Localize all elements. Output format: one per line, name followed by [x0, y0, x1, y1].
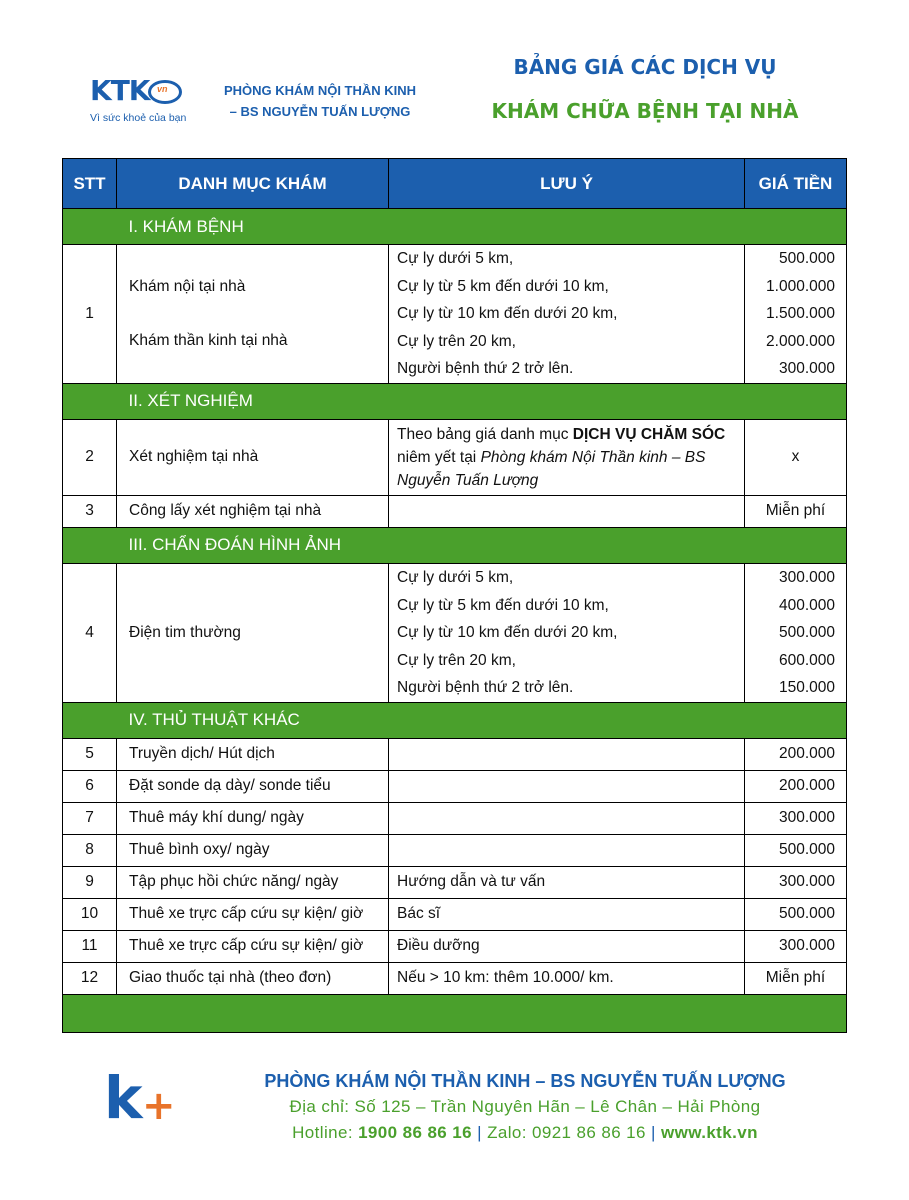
row-note	[389, 245, 745, 384]
row-name	[117, 245, 389, 384]
kplus-logo-icon	[104, 1064, 176, 1136]
note-prefix: Theo bảng giá danh mục	[397, 425, 573, 443]
price-table	[62, 158, 847, 1033]
hotline-label: Hotline:	[292, 1123, 359, 1142]
section-row	[63, 383, 847, 419]
logo-tagline: Vì sức khoẻ của bạn	[90, 112, 187, 124]
table-row	[63, 834, 847, 866]
row-price: 200.000	[745, 770, 847, 802]
row-name-line: Khám thần kinh tại nhà	[129, 331, 288, 349]
row-price: 200.000	[745, 738, 847, 770]
note-line: Cự ly từ 10 km đến dưới 20 km,	[397, 624, 618, 642]
row-price: Miễn phí	[745, 962, 847, 994]
clinic-name-line2: – BS NGUYỄN TUẤN LƯỢNG	[229, 104, 411, 119]
section-row	[63, 209, 847, 245]
row-name: Điện tim thường	[117, 563, 389, 702]
row-stt: 9	[63, 866, 117, 898]
page-title	[470, 52, 820, 126]
row-note	[389, 802, 745, 834]
price-line: 500.000	[778, 250, 835, 267]
row-note: Nếu > 10 km: thêm 10.000/ km.	[389, 962, 745, 994]
row-price: 500.000	[745, 834, 847, 866]
table-row	[63, 495, 847, 527]
row-name: Đặt sonde dạ dày/ sonde tiểu	[117, 770, 389, 802]
logo-ring-icon	[148, 80, 182, 104]
logo-k: k	[104, 1064, 143, 1132]
section-title: III. CHẨN ĐOÁN HÌNH ẢNH	[117, 527, 847, 563]
note-line: Cự ly trên 20 km,	[397, 651, 516, 669]
note-line: Người bệnh thứ 2 trở lên.	[397, 360, 574, 378]
row-stt: 10	[63, 898, 117, 930]
footer-contact	[230, 1120, 820, 1146]
note-line: Cự ly trên 20 km,	[397, 332, 516, 350]
row-note	[389, 563, 745, 702]
title-line1: BẢNG GIÁ CÁC DỊCH VỤ	[513, 55, 777, 79]
table-row	[63, 962, 847, 994]
row-note	[389, 770, 745, 802]
table-row	[63, 738, 847, 770]
price-line: 2.000.000	[766, 332, 835, 350]
row-name: Thuê bình oxy/ ngày	[117, 834, 389, 866]
price-line: 500.000	[778, 624, 835, 642]
note-line: Cự ly dưới 5 km,	[397, 568, 514, 586]
row-name: Xét nghiệm tại nhà	[117, 419, 389, 495]
row-price: 300.000	[745, 930, 847, 962]
row-stt: 11	[63, 930, 117, 962]
logo-text: KTK	[90, 74, 150, 107]
row-price	[745, 245, 847, 384]
row-stt: 3	[63, 495, 117, 527]
row-price	[745, 563, 847, 702]
price-line: 600.000	[778, 651, 835, 669]
table-row	[63, 419, 847, 495]
row-note	[389, 834, 745, 866]
footer-address: Địa chỉ: Số 125 – Trần Nguyên Hãn – Lê Chân – Hải Phòng	[289, 1097, 761, 1116]
header-note: LƯU Ý	[389, 159, 745, 209]
header-price: GIÁ TIỀN	[745, 159, 847, 209]
row-name: Thuê xe trực cấp cứu sự kiện/ giờ	[117, 898, 389, 930]
row-note: Bác sĩ	[389, 898, 745, 930]
row-stt: 8	[63, 834, 117, 866]
table-row	[63, 930, 847, 962]
price-line: 150.000	[778, 679, 835, 697]
row-price: x	[745, 419, 847, 495]
section-title: II. XÉT NGHIỆM	[117, 383, 847, 419]
row-note	[389, 738, 745, 770]
section-row	[63, 702, 847, 738]
row-name: Thuê xe trực cấp cứu sự kiện/ giờ	[117, 930, 389, 962]
table-row	[63, 866, 847, 898]
note-line: Cự ly từ 10 km đến dưới 20 km,	[397, 305, 618, 323]
separator: |	[472, 1123, 488, 1142]
row-stt: 5	[63, 738, 117, 770]
page-header	[0, 0, 909, 150]
price-line: 300.000	[778, 360, 835, 378]
website-link[interactable]: www.ktk.vn	[660, 1123, 758, 1142]
row-price: 300.000	[745, 802, 847, 834]
table-row	[63, 802, 847, 834]
header-name: DANH MỤC KHÁM	[117, 159, 389, 209]
row-name: Công lấy xét nghiệm tại nhà	[117, 495, 389, 527]
row-name: Giao thuốc tại nhà (theo đơn)	[117, 962, 389, 994]
row-note: Hướng dẫn và tư vấn	[389, 866, 745, 898]
row-stt: 7	[63, 802, 117, 834]
row-name-line: Khám nội tại nhà	[129, 277, 246, 295]
table-row	[63, 770, 847, 802]
table-row	[63, 563, 847, 702]
title-line2: KHÁM CHỮA BỆNH TẠI NHÀ	[491, 99, 799, 123]
price-line: 300.000	[778, 568, 835, 586]
note-italic: Phòng khám Nội Thần kinh – BS Nguyễn Tuấn Lượng	[397, 448, 706, 489]
note-line: Cự ly từ 5 km đến dưới 10 km,	[397, 277, 609, 295]
row-price: Miễn phí	[745, 495, 847, 527]
footer-clinic-name: PHÒNG KHÁM NỘI THẦN KINH – BS NGUYỄN TUẤN LƯỢNG	[264, 1071, 786, 1091]
table-footer-bar	[63, 994, 847, 1032]
clinic-name-line1: PHÒNG KHÁM NỘI THẦN KINH	[223, 83, 417, 98]
note-mid: niêm yết tại	[397, 448, 481, 466]
section-row	[63, 527, 847, 563]
clinic-name	[200, 80, 440, 122]
page-footer	[230, 1068, 820, 1146]
hotline-number: 1900 86 86 16	[358, 1123, 472, 1142]
header-stt: STT	[63, 159, 117, 209]
table-row	[63, 245, 847, 384]
row-stt: 2	[63, 419, 117, 495]
row-stt: 6	[63, 770, 117, 802]
ktk-logo	[86, 72, 196, 132]
note-line: Người bệnh thứ 2 trở lên.	[397, 679, 574, 697]
table-row	[63, 898, 847, 930]
row-note	[389, 495, 745, 527]
logo-badge: vn	[157, 84, 168, 94]
row-note	[389, 419, 745, 495]
row-stt: 12	[63, 962, 117, 994]
row-name: Tập phục hồi chức năng/ ngày	[117, 866, 389, 898]
row-name: Thuê máy khí dung/ ngày	[117, 802, 389, 834]
zalo-number: Zalo: 0921 86 86 16	[487, 1123, 646, 1142]
row-price: 500.000	[745, 898, 847, 930]
row-note: Điều dưỡng	[389, 930, 745, 962]
row-stt: 1	[63, 245, 117, 384]
row-price: 300.000	[745, 866, 847, 898]
logo-plus: +	[142, 1083, 176, 1129]
row-stt: 4	[63, 563, 117, 702]
price-line: 1.500.000	[766, 305, 835, 323]
note-line: Cự ly từ 5 km đến dưới 10 km,	[397, 596, 609, 614]
price-line: 1.000.000	[766, 277, 835, 295]
section-title: IV. THỦ THUẬT KHÁC	[117, 702, 847, 738]
row-name: Truyền dịch/ Hút dịch	[117, 738, 389, 770]
section-title: I. KHÁM BỆNH	[117, 209, 847, 245]
table-header-row	[63, 159, 847, 209]
note-line: Cự ly dưới 5 km,	[397, 250, 514, 267]
separator: |	[645, 1123, 661, 1142]
price-line: 400.000	[778, 596, 835, 614]
note-bold: DỊCH VỤ CHĂM SÓC	[572, 425, 726, 443]
